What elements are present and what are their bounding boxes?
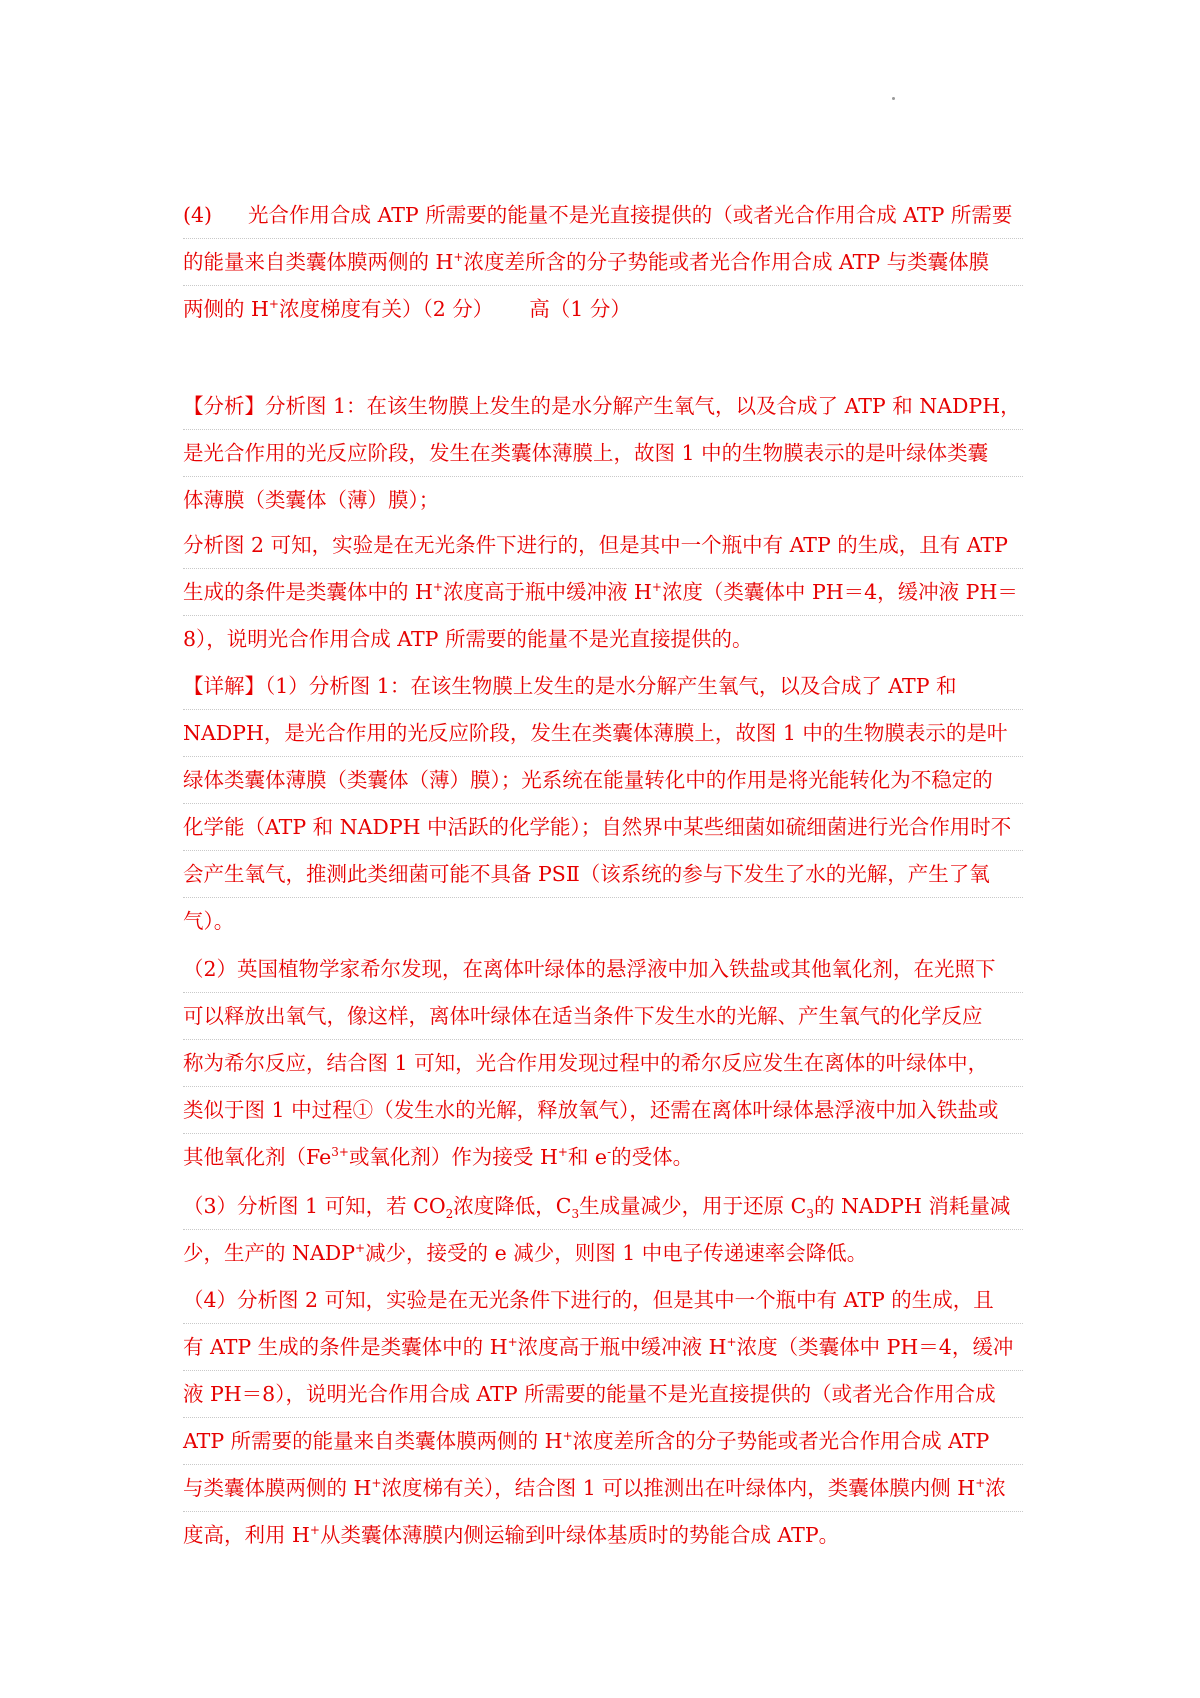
text-line: 【详解】（1）分析图 1：在该生物膜上发生的是水分解产生氧气，以及合成了 ATP 和 (183, 663, 1023, 710)
line-text: 浓度差所含的分子势能或者光合作用合成 ATP (572, 1429, 990, 1453)
line-text: 光合作用合成 ATP 所需要的能量不是光直接提供的（或者光合作用合成 ATP 所需要 (248, 203, 1013, 227)
analysis-figure2-paragraph (183, 522, 1023, 663)
superscript: - (607, 1145, 612, 1160)
text-line (183, 239, 1023, 286)
superscript: + (651, 580, 662, 595)
text-line: 化学能（ATP 和 NADPH 中活跃的化学能）；自然界中某些细菌如硫细菌进行光合作用时不 (183, 804, 1023, 851)
text-line: 体薄膜（类囊体（薄）膜）； (183, 488, 440, 512)
text-line (183, 1418, 1023, 1465)
text-line: 分析图 2 可知，实验是在无光条件下进行的，但是其中一个瓶中有 ATP 的生成，且有 ATP (183, 522, 1023, 569)
line-text: ATP 所需要的能量来自类囊体膜两侧的 H (183, 1429, 563, 1453)
text-line: 会产生氧气，推测此类细菌可能不具备 PSⅡ（该系统的参与下发生了水的光解，产生了氧 (183, 851, 1023, 898)
superscript: + (507, 1335, 518, 1350)
text-line (183, 192, 1023, 239)
subscript: 2 (445, 1207, 454, 1222)
superscript: + (309, 1523, 320, 1538)
subscript: 3 (806, 1207, 814, 1222)
line-text: 浓度（类囊体中 PH＝4，缓冲 (736, 1335, 1014, 1359)
superscript: + (432, 580, 443, 595)
line-text: 两侧的 H (183, 297, 269, 321)
superscript: + (355, 1241, 366, 1256)
text-line (183, 1465, 1023, 1512)
text-line (183, 1230, 1023, 1277)
superscript: 3+ (331, 1145, 349, 1160)
line-text: 的受体。 (611, 1145, 694, 1169)
line-text: 从类囊体薄膜内侧运输到叶绿体基质时的势能合成 ATP。 (319, 1523, 840, 1547)
superscript: + (557, 1145, 568, 1160)
line-text: 生成量减少，用于还原 C (579, 1194, 807, 1218)
text-line: 【分析】分析图 1：在该生物膜上发生的是水分解产生氧气，以及合成了 ATP 和 NADPH， (183, 383, 1023, 430)
line-text: 生成的条件是类囊体中的 H (183, 580, 433, 604)
text-line: （4）分析图 2 可知，实验是在无光条件下进行的，但是其中一个瓶中有 ATP 的生成，且 (183, 1277, 1023, 1324)
text-line (183, 1134, 1023, 1181)
line-text: 浓度（类囊体中 PH＝4，缓冲液 PH＝ (661, 580, 1018, 604)
line-text: 浓度差所含的分子势能或者光合作用合成 ATP 与类囊体膜 (463, 250, 990, 274)
line-text: 浓度高于瓶中缓冲液 H (442, 580, 652, 604)
line-text: 有 ATP 生成的条件是类囊体中的 H (183, 1335, 508, 1359)
text-line: 是光合作用的光反应阶段，发生在类囊体薄膜上，故图 1 中的生物膜表示的是叶绿体类囊 (183, 430, 1023, 477)
superscript: + (726, 1335, 737, 1350)
text-line: 称为希尔反应，结合图 1 可知，光合作用发现过程中的希尔反应发生在离体的叶绿体中， (183, 1040, 1023, 1087)
line-text: 浓度高于瓶中缓冲液 H (517, 1335, 727, 1359)
detail-2-paragraph (183, 946, 1023, 1181)
line-text: 少，生产的 NADP (183, 1241, 355, 1265)
text-line: 绿体类囊体薄膜（类囊体（薄）膜）；光系统在能量转化中的作用是将光能转化为不稳定的 (183, 757, 1023, 804)
superscript: + (268, 297, 279, 312)
text-line: 8），说明光合作用合成 ATP 所需要的能量不是光直接提供的。 (183, 627, 753, 651)
text-line: NADPH，是光合作用的光反应阶段，发生在类囊体薄膜上，故图 1 中的生物膜表示的是叶 (183, 710, 1023, 757)
line-text: 浓度梯有关），结合图 1 可以推测出在叶绿体内，类囊体膜内侧 H (381, 1476, 976, 1500)
text-line (183, 1512, 1023, 1559)
detail-4-paragraph (183, 1277, 1023, 1559)
superscript: + (453, 250, 464, 265)
text-line (183, 1183, 1023, 1230)
detail-3-paragraph (183, 1183, 1023, 1277)
line-text: （3）分析图 1 可知，若 CO (183, 1194, 446, 1218)
text-line (183, 286, 1023, 333)
analysis-paragraph (183, 383, 1023, 524)
detail-1-paragraph (183, 663, 1023, 945)
line-text: 高（1 分） (529, 297, 631, 321)
text-line: 液 PH＝8），说明光合作用合成 ATP 所需要的能量不是光直接提供的（或者光合作用合成 (183, 1371, 1023, 1418)
line-text: 减少，接受的 e 减少，则图 1 中电子传递速率会降低。 (365, 1241, 868, 1265)
line-text: 与类囊体膜两侧的 H (183, 1476, 372, 1500)
superscript: + (371, 1476, 382, 1491)
text-line: 气）。 (183, 909, 235, 933)
line-text: 或氧化剂）作为接受 H (348, 1145, 558, 1169)
header-dot-mark (892, 97, 895, 100)
text-line: 可以释放出氧气，像这样，离体叶绿体在适当条件下发生水的光解、产生氧气的化学反应 (183, 993, 1023, 1040)
text-line (183, 569, 1023, 616)
line-text: 浓度降低，C (453, 1194, 572, 1218)
subscript: 3 (571, 1207, 580, 1222)
text-line: 类似于图 1 中过程①（发生水的光解，释放氧气），还需在离体叶绿体悬浮液中加入铁盐或 (183, 1087, 1023, 1134)
text-line: （2）英国植物学家希尔发现，在离体叶绿体的悬浮液中加入铁盐或其他氧化剂，在光照下 (183, 946, 1023, 993)
superscript: + (562, 1429, 573, 1444)
item-number: (4) (183, 203, 213, 227)
line-text: 度高，利用 H (183, 1523, 310, 1547)
answer-4-paragraph (183, 192, 1023, 333)
line-text: 和 e (567, 1145, 608, 1169)
line-text: 浓 (985, 1476, 1006, 1500)
line-text: 浓度梯度有关）（2 分） (278, 297, 494, 321)
superscript: + (975, 1476, 986, 1491)
line-text: 的能量来自类囊体膜两侧的 H (183, 250, 454, 274)
text-line (183, 1324, 1023, 1371)
line-text: 其他氧化剂（Fe (183, 1145, 332, 1169)
line-text: 的 NADPH 消耗量减 (813, 1194, 1011, 1218)
